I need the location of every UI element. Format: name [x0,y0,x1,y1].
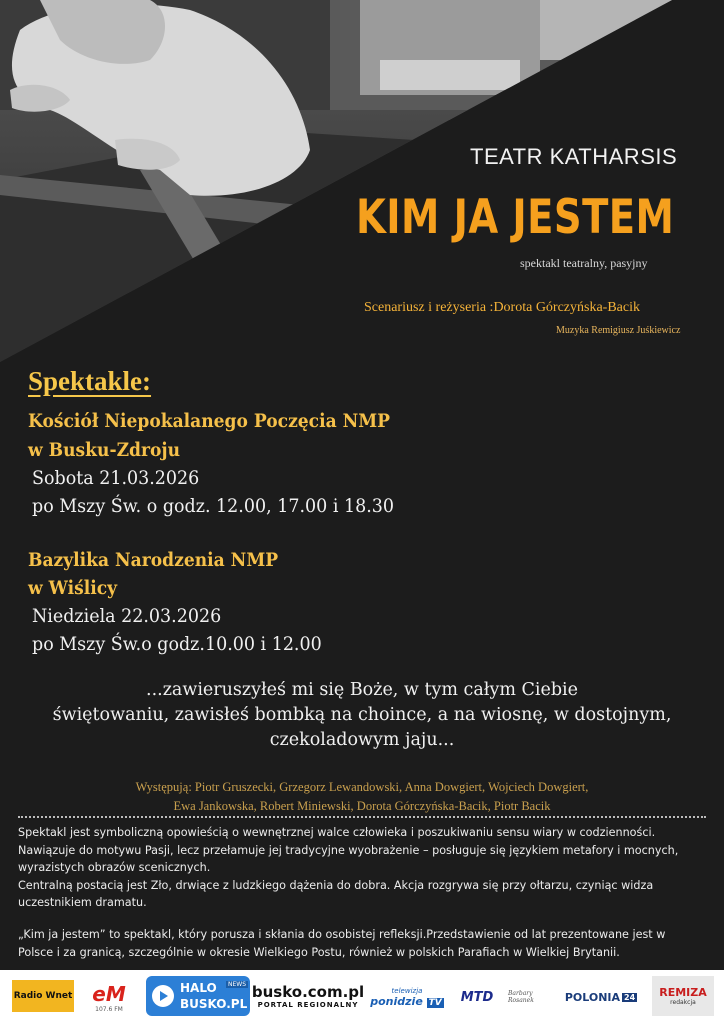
remiza-label: REMIZA [659,986,707,999]
quote-line: świętowaniu, zawisłeś bombką na choince, a na wiosnę, w dostojnym, [52,705,672,725]
dotted-divider [18,816,706,818]
tv-bottom: ponidzie TV [370,994,442,1008]
quote-line: ...zawieruszyłeś mi się Boże, w tym całym Ciebie [146,680,578,700]
play-icon [152,985,174,1007]
halo-top: HALO [180,981,217,995]
venue-2-name: Bazylika Narodzenia NMP [28,549,279,571]
em-radio-logo[interactable] [86,976,132,1018]
polonia-badge: 24 [624,992,636,1002]
director-credit: Scenariusz i reżyseria :Dorota Górczyńska-Bacik [364,300,640,315]
description-line: Spektakl jest symboliczną opowieścią o wewnętrznej walce człowieka i poszukiwaniu sensu wiary w codzienności. [18,826,656,839]
script-logo[interactable] [508,984,554,1010]
performances-heading: Spektakle: [28,366,152,396]
music-credit: Muzyka Remigiusz Juśkiewicz [556,325,681,336]
play-title: KIM JA JESTEM [356,190,675,245]
em-frequency: 107.6 FM [95,1005,123,1013]
description-line: uczestnikiem dramatu. [18,896,147,910]
event-2-time: po Mszy Św.o godz.10.00 i 12.00 [32,633,322,655]
mtd-label: MTD [460,989,494,1005]
venue-1-town: w Busku-Zdroju [28,439,181,461]
em-label: eM [92,981,126,1006]
quote-line: czekoladowym jaju... [269,730,455,750]
telewizja-ponidzie-logo[interactable] [366,980,448,1014]
halo-busko-logo[interactable] [146,976,250,1016]
cast-list [30,778,694,816]
play-subtitle: spektakl teatralny, pasyjny [520,256,648,270]
event-2-date: Niedziela 22.03.2026 [32,605,222,627]
polonia-label: POLONIA [564,990,621,1004]
script-label: Barbary Rosanek [508,990,534,1004]
sponsor-strip [0,970,724,1024]
description-line: Centralną postacią jest Zło, drwiące z ludzkiego dążenia do dobra. Akcja rozgrywa się przy ołtarzu, czyniąc widza [18,878,654,892]
radio-wnet-label: Radio Wnet [13,991,73,1001]
cast-line: Ewa Jankowska, Robert Miniewski, Dorota Górczyńska-Bacik, Piotr Bacik [173,799,551,813]
busko-bottom: PORTAL REGIONALNY [257,1001,359,1009]
halo-bottom: BUSKO.PL [180,997,248,1011]
event-1-time: po Mszy Św. o godz. 12.00, 17.00 i 18.30 [32,495,395,517]
mtd-logo[interactable] [454,984,500,1010]
remiza-logo[interactable] [652,976,714,1016]
description-line: Nawiązuje do motywu Pasji, lecz przełamuje jej tradycyjne wyobrażenie – posługuje się językiem metafory i mocnych, [18,843,679,857]
busko-portal-logo[interactable] [251,976,365,1016]
description [18,824,708,961]
polonia-24-logo[interactable] [560,986,642,1008]
radio-wnet-logo[interactable] [12,980,74,1012]
venue-1-name: Kościół Niepokalanego Poczęcia NMP [28,410,391,432]
event-1-date: Sobota 21.03.2026 [32,467,200,489]
halo-news-badge: NEWS [228,981,247,988]
venue-2-town: w Wiślicy [28,577,118,599]
tv-top: telewizja [391,986,423,995]
description-line: Polsce i za granicą, szczególnie w okresie Wielkiego Postu, również w polskich Parafiach w Wielkiej Brytanii. [18,945,620,959]
remiza-sub: redakcja [670,999,696,1006]
description-line: wyrazistych obrazów scenicznych. [18,861,211,875]
description-line: „Kim ja jestem” to spektakl, który porusza i skłania do osobistej refleksji.Przedstawienie od lat prezentowane jest w [18,927,666,941]
theatre-company-name: TEATR KATHARSIS [470,144,678,169]
busko-top: busko.com.pl [251,983,365,1001]
quote [40,678,684,753]
cast-line: Występują: Piotr Gruszecki, Grzegorz Lewandowski, Anna Dowgiert, Wojciech Dowgiert, [135,780,589,794]
